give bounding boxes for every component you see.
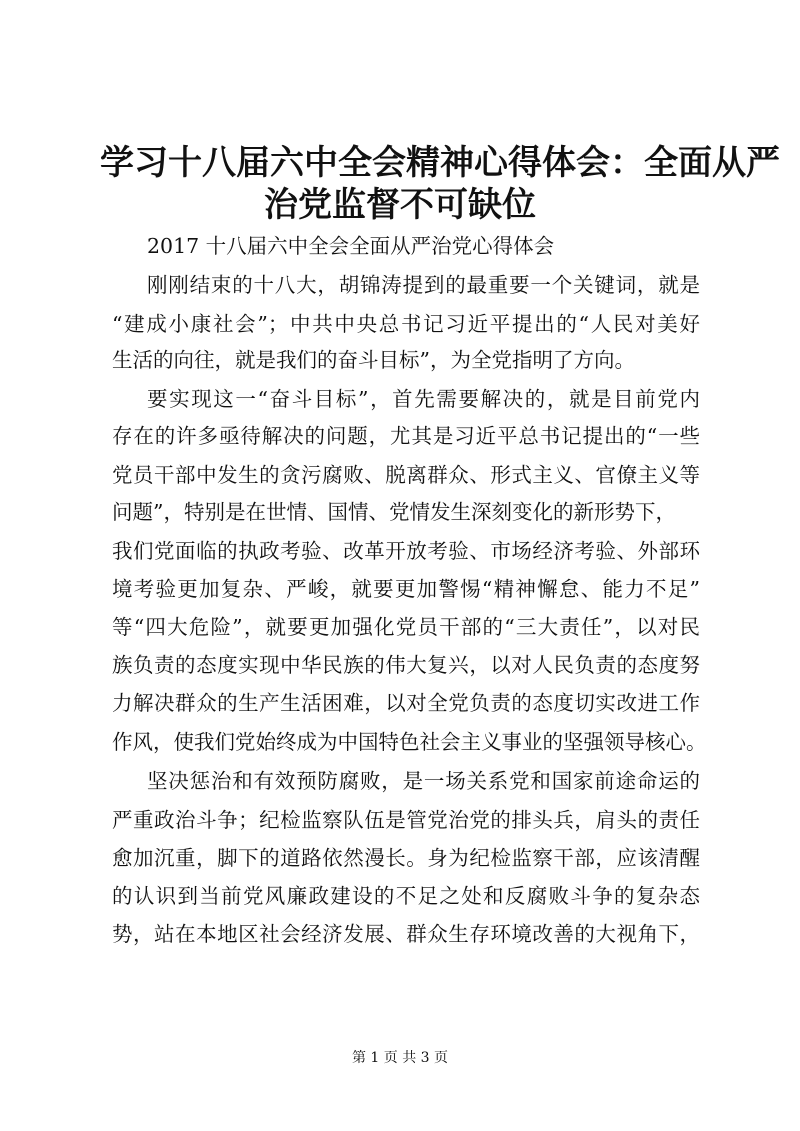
- paragraph-line: 的认识到当前党风廉政建设的不足之处和反腐败斗争的复杂态: [112, 884, 700, 908]
- paragraph-line: 生活的向往，就是我们的奋斗目标”，为全党指明了方向。: [112, 348, 635, 372]
- paragraph-line: 族负责的态度实现中华民族的伟大复兴，以对人民负责的态度努: [112, 653, 700, 677]
- document-title-line-2: 治党监督不可缺位: [264, 185, 536, 225]
- paragraph-line: 等“四大危险”，就要更加强化党员干部的“三大责任”，以对民: [112, 615, 700, 639]
- paragraph-line: 坚决惩治和有效预防腐败，是一场关系党和国家前途命运的: [147, 769, 700, 793]
- paragraph-line: 势，站在本地区社会经济发展、群众生存环境改善的大视角下，: [112, 922, 700, 946]
- paragraph-line: 我们党面临的执政考验、改革开放考验、市场经济考验、外部环: [112, 539, 700, 563]
- paragraph-line: 存在的许多亟待解决的问题，尤其是习近平总书记提出的“一些: [112, 424, 700, 448]
- paragraph-line: 力解决群众的生产生活困难，以对全党负责的态度切实改进工作: [112, 691, 700, 715]
- paragraph-line: “建成小康社会”；中共中央总书记习近平提出的“人民对美好: [112, 312, 700, 336]
- page-indicator: 第 1 页 共 3 页: [351, 1050, 449, 1066]
- paragraph-line: 境考验更加复杂、严峻，就要更加警惕“精神懈怠、能力不足”: [112, 577, 700, 601]
- document-subtitle: 2017 十八届六中全会全面从严治党心得体会: [147, 234, 555, 258]
- paragraph-line: 问题”，特别是在世情、国情、党情发生深刻变化的新形势下，: [112, 500, 676, 524]
- paragraph-line: 作风，使我们党始终成为中国特色社会主义事业的坚强领导核心。: [112, 730, 707, 754]
- paragraph-line: 严重政治斗争；纪检监察队伍是管党治党的排头兵，肩头的责任: [112, 808, 700, 832]
- document-title-line-1: 学习十八届六中全会精神心得体会：全面从严: [100, 143, 780, 183]
- paragraph-line: 刚刚结束的十八大，胡锦涛提到的最重要一个关键词，就是: [147, 273, 700, 297]
- paragraph-line: 要实现这一“奋斗目标”，首先需要解决的，就是目前党内: [147, 387, 700, 411]
- paragraph-line: 愈加沉重，脚下的道路依然漫长。身为纪检监察干部，应该清醒: [112, 846, 700, 870]
- paragraph-line: 党员干部中发生的贪污腐败、脱离群众、形式主义、官僚主义等: [112, 463, 700, 487]
